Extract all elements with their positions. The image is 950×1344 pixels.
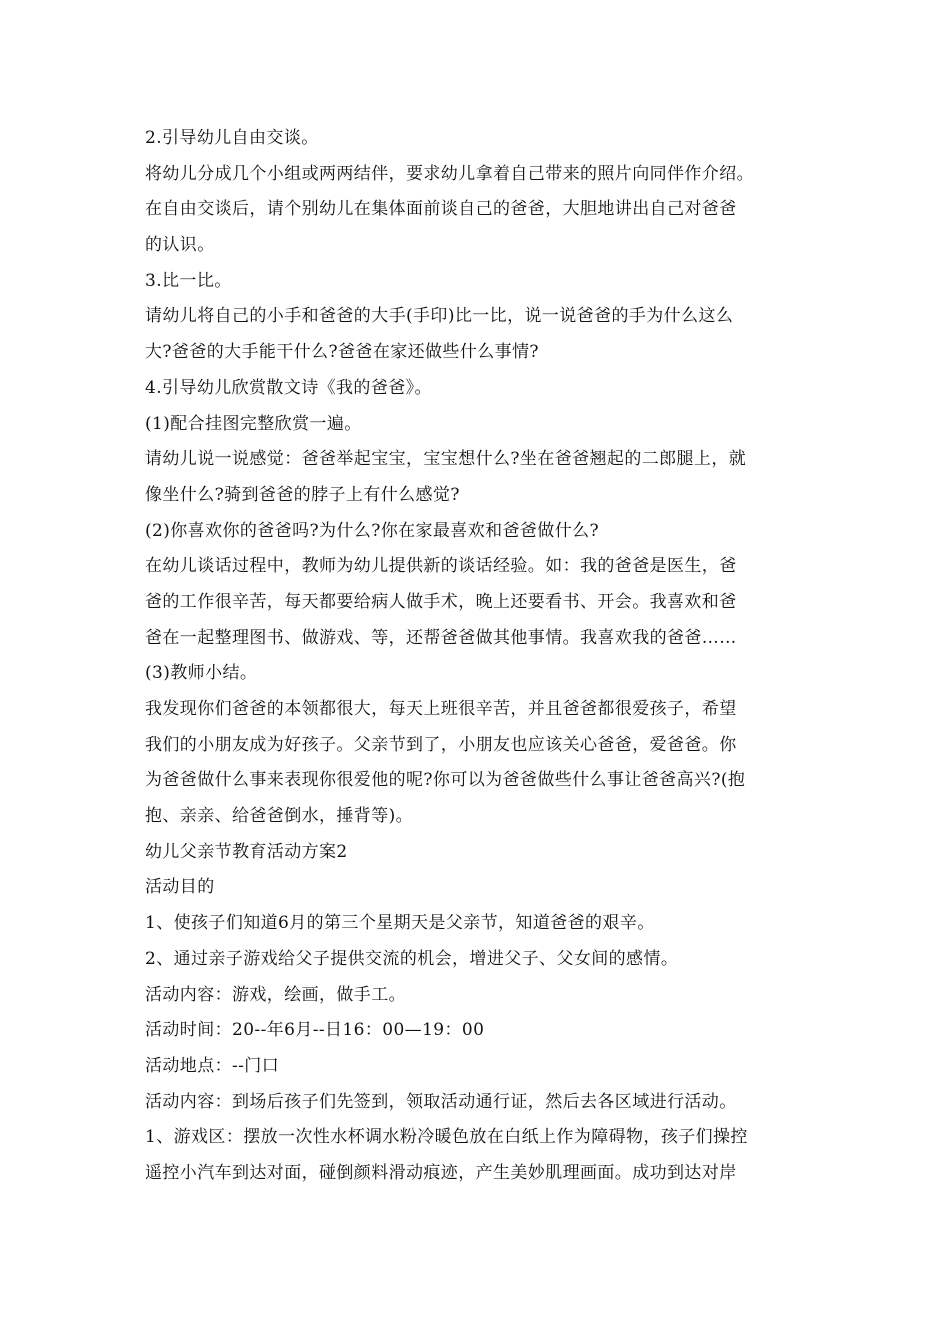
paragraph-line: 爸在一起整理图书、做游戏、等，还帮爸爸做其他事情。我喜欢我的爸爸…… (145, 627, 737, 648)
paragraph-line: 请幼儿将自己的小手和爸爸的大手(手印)比一比，说一说爸爸的手为什么这么 (145, 306, 734, 327)
paragraph-line: 将幼儿分成几个小组或两两结伴，要求幼儿拿着自己带来的照片向同伴作介绍。 (145, 163, 754, 184)
paragraph-line: 爸的工作很辛苦，每天都要给病人做手术，晚上还要看书、开会。我喜欢和爸 (145, 591, 737, 612)
section-heading: 4.引导幼儿欣赏散文诗《我的爸爸》。 (145, 377, 432, 398)
section-heading: 2.引导幼儿自由交谈。 (145, 128, 319, 148)
document-body (145, 121, 815, 1192)
subsection-heading: (1)配合挂图完整欣赏一遍。 (145, 413, 362, 434)
paragraph-line: 请幼儿说一说感觉：爸爸举起宝宝，宝宝想什么?坐在爸爸翘起的二郎腿上，就 (145, 449, 747, 470)
subsection-heading: (2)你喜欢你的爸爸吗?为什么?你在家最喜欢和爸爸做什么? (145, 520, 600, 541)
paragraph-line: 活动内容：游戏，绘画，做手工。 (145, 984, 406, 1005)
list-item: 1、使孩子们知道6月的第三个星期天是父亲节，知道爸爸的艰辛。 (145, 913, 655, 934)
paragraph-line: 我们的小朋友成为好孩子。父亲节到了，小朋友也应该关心爸爸，爱爸爸。你 (145, 734, 737, 755)
paragraph-line: 为爸爸做什么事来表现你很爱他的呢?你可以为爸爸做些什么事让爸爸高兴?(抱 (145, 770, 746, 791)
paragraph-line: 大?爸爸的大手能干什么?爸爸在家还做些什么事情? (145, 342, 539, 363)
paragraph-line: 我发现你们爸爸的本领都很大，每天上班很辛苦，并且爸爸都很爱孩子，希望 (145, 699, 737, 719)
paragraph-line: 的认识。 (145, 235, 215, 256)
document-title: 幼儿父亲节教育活动方案2 (145, 841, 348, 862)
paragraph-line: 在幼儿谈话过程中，教师为幼儿提供新的谈话经验。如：我的爸爸是医生，爸 (145, 556, 737, 577)
list-item: 1、游戏区：摆放一次性水杯调水粉冷暖色放在白纸上作为障碍物，孩子们操控 (145, 1127, 748, 1148)
list-item: 2、通过亲子游戏给父子提供交流的机会，增进父子、父女间的感情。 (145, 948, 679, 969)
paragraph-line: 活动地点：--门口 (145, 1055, 280, 1076)
section-heading: 活动目的 (145, 877, 215, 898)
paragraph-line: 在自由交谈后，请个别幼儿在集体面前谈自己的爸爸，大胆地讲出自己对爸爸 (145, 199, 737, 220)
paragraph-line: 遥控小汽车到达对面，碰倒颜料滑动痕迹，产生美妙肌理画面。成功到达对岸 (145, 1162, 737, 1183)
paragraph-line: 活动内容：到场后孩子们先签到，领取活动通行证，然后去各区域进行活动。 (145, 1091, 737, 1112)
paragraph-line: 像坐什么?骑到爸爸的脖子上有什么感觉? (145, 484, 460, 505)
section-heading: 3.比一比。 (145, 270, 232, 291)
subsection-heading: (3)教师小结。 (145, 663, 258, 684)
paragraph-line: 抱、亲亲、给爸爸倒水，捶背等)。 (145, 806, 414, 827)
paragraph-line: 活动时间：20--年6月--日16：00—19：00 (145, 1020, 485, 1041)
